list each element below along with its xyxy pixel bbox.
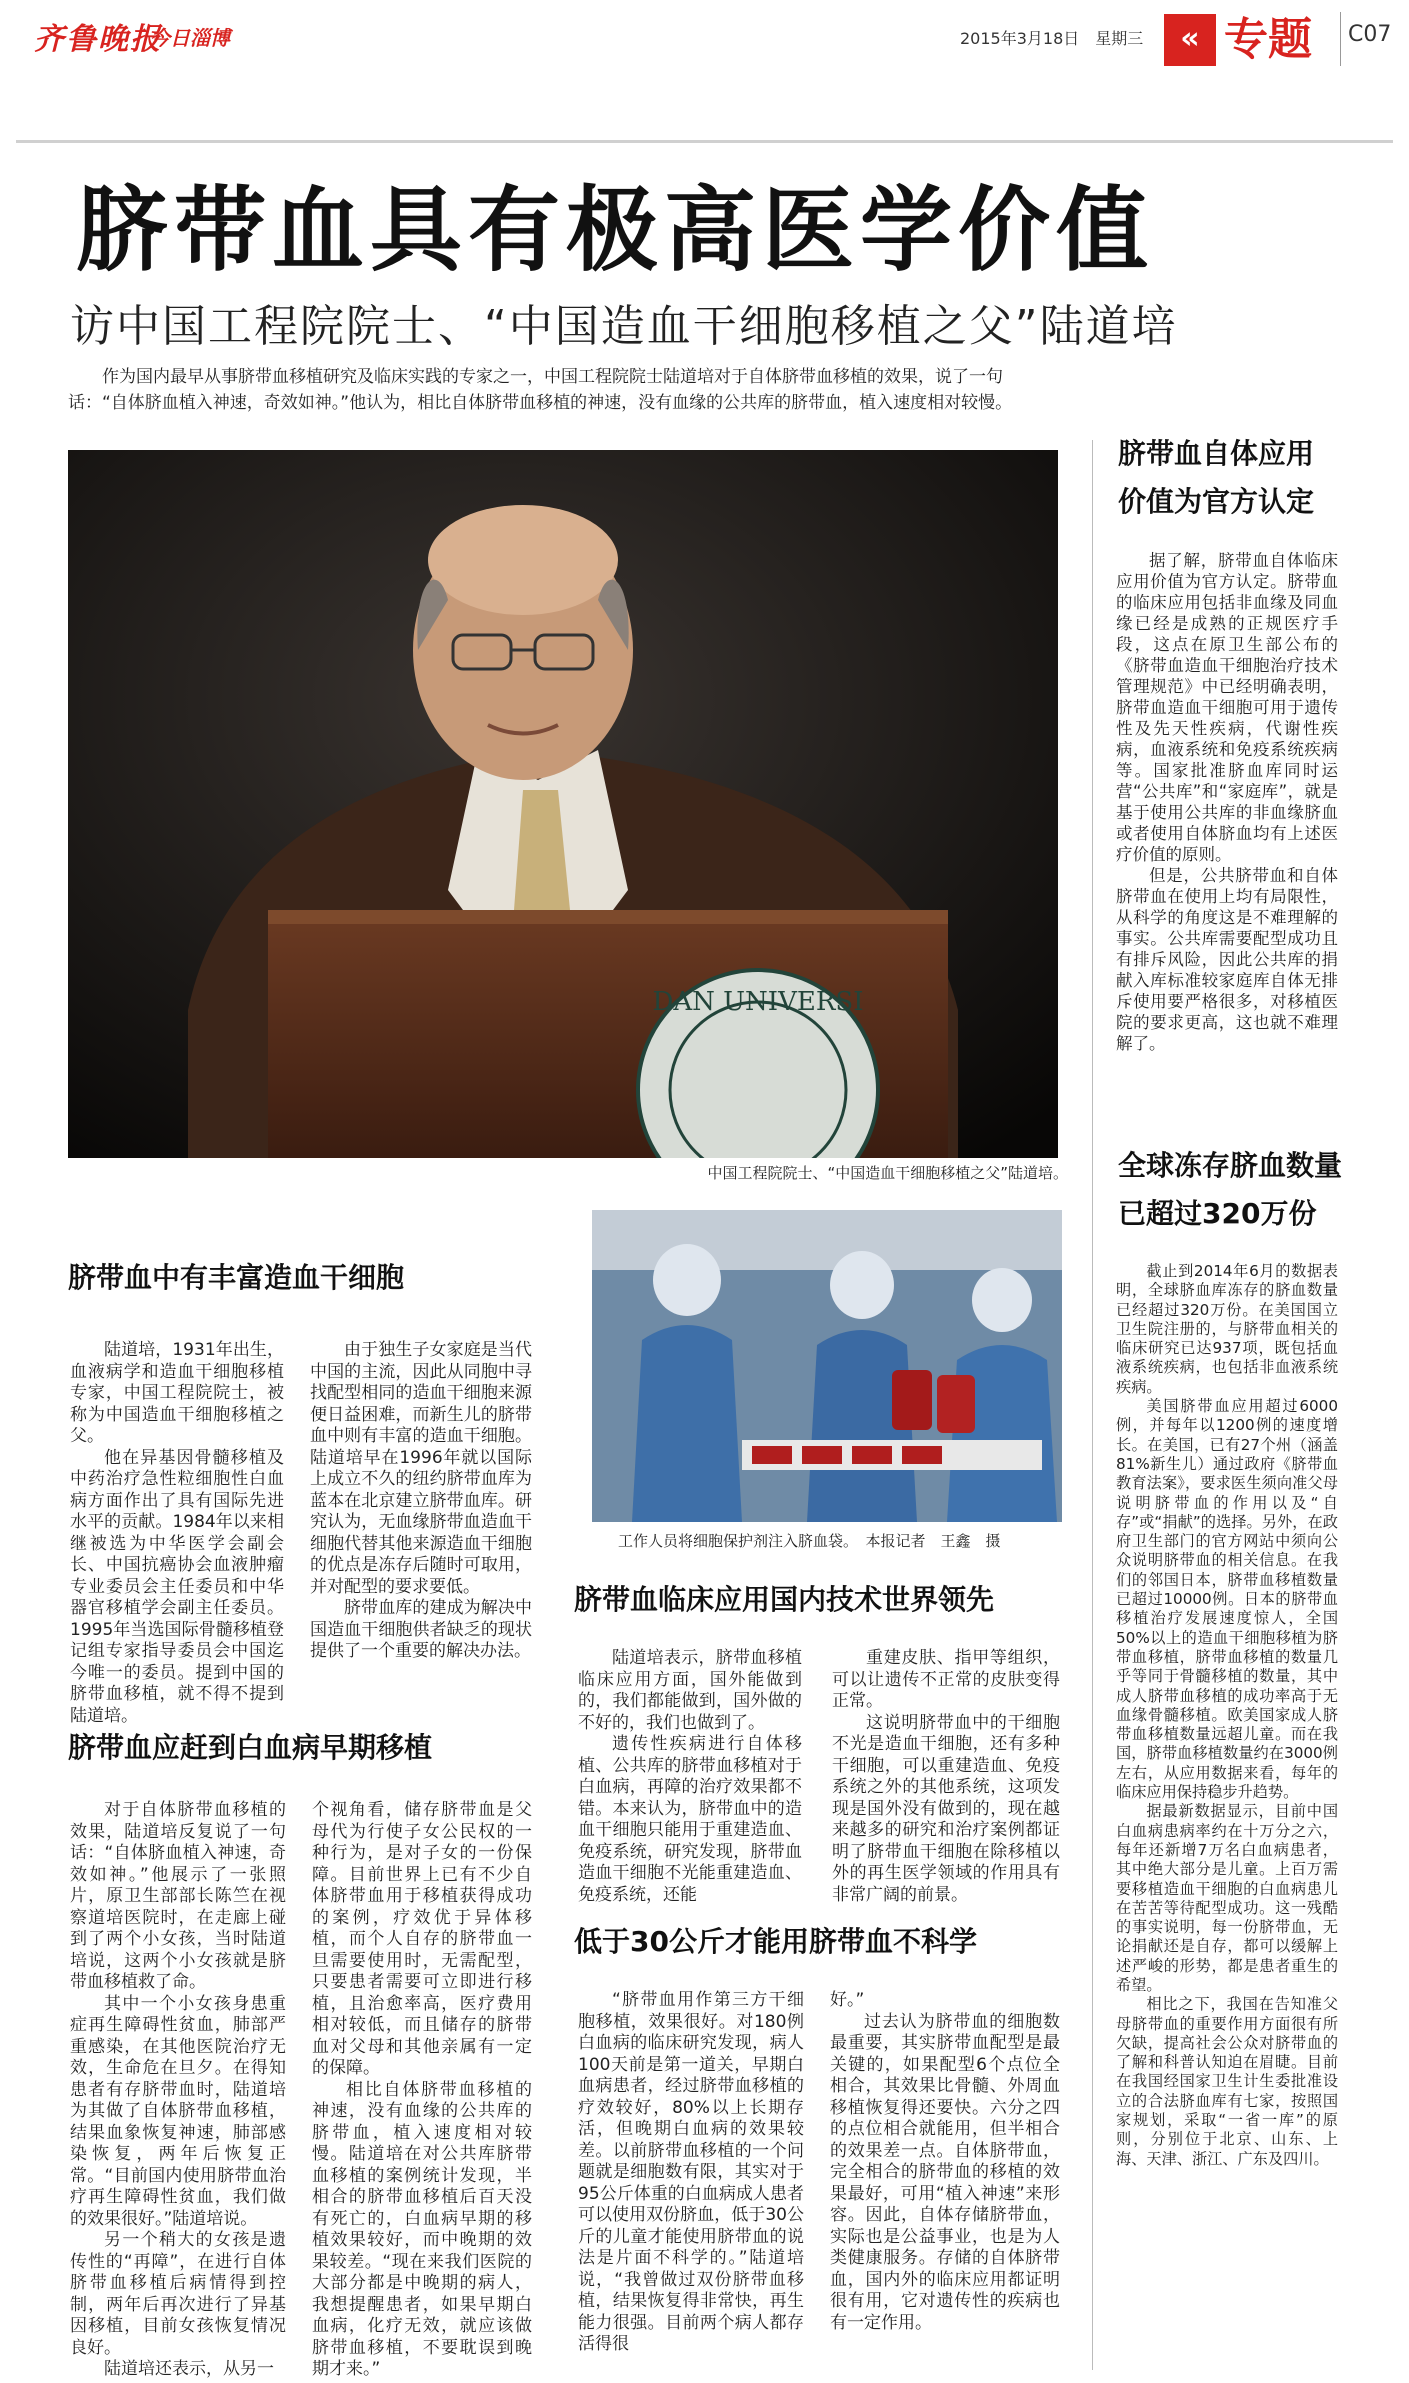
- section4-p3: 过去认为脐带血的细胞数最重要，其实脐带血配型是最关键的，如果配型6个点位全相合，其效果比骨髓、外周血移植恢复得还要快。六分之四的点位相合就能用，但半相合的效果差一点。自体脐带血，完全相合的脐带血的移植的效果最好，可用“植入神速”来形容。因此，自体存储脐带血，实际也是公益事业，也是为人类健康服务。存储的自体脐带血，国内外的临床应用都证明很有用，它对遗传性的疾病也有一定作用。: [830, 2011, 1060, 2333]
- podium-seal-text: DAN UNIVERSI: [652, 987, 864, 1017]
- sidebar2-title-line2: 已超过320万份: [1118, 1197, 1317, 1230]
- sidebar1-p2: 但是，公共脐带血和自体脐带血在使用上均有局限性，从科学的角度这是不难理解的事实。公共库需要配型成功且有排斥风险，因此公共库的捐献入库标准较家庭库自体无排斥使用要严格很多，对移植医院的要求更高，这也就不难理解了。: [1116, 866, 1338, 1053]
- sidebar2-p2: 美国脐带血应用超过6000例，并每年以1200例的速度增长。在美国，已有27个州（涵盖81%新生儿）通过政府《脐带血教育法案》，要求医生须向准父母说明脐带血的作用以及“自存”或“捐献”的选择。另外，在政府卫生部门的官方网站中须向公众说明脐带血的相关信息。在我们的邻国日本，脐带血移植数量已超过10000例。日本的脐带血移植治疗发展速度惊人，全国50%以上的造血干细胞移植为脐带血移植，脐带血移植的数量几乎等同于骨髓移植的数量，其中成人脐带血移植的成功率高于无血缘骨髓移植。欧美国家成人脐带血移植数量远超儿童。而在我国，脐带血移植数量约在3000例左右，从应用数据来看，每年的临床应用保持稳步升趋势。: [1116, 1397, 1338, 1802]
- section4-p2: 好。”: [830, 1990, 865, 2010]
- sidebar2-p1: 截止到2014年6月的数据表明，全球脐血库冻存的脐血数量已经超过320万份。在美国国立卫生院注册的，与脐带血相关的临床研究已达937项，既包括血液系统疾病，也包括非血液系统疾病。: [1116, 1262, 1338, 1396]
- section4-col2: [830, 1990, 1060, 2334]
- section1-title: 脐带血中有丰富造血干细胞: [68, 1261, 405, 1294]
- section3-p4: 这说明脐带血中的干细胞不光是造血干细胞，还有多种干细胞，可以重建造血、免疫系统之外的其他系统，这项发现是国外没有做到的，现在越来越多的研究和治疗案例都证明了脐带血干细胞在除移植以外的再生医学领域的作用具有非常广阔的前景。: [832, 1712, 1060, 1905]
- section2-title: 脐带血应赶到白血病早期移植: [68, 1731, 433, 1764]
- section2-p5: 个视角看，储存脐带血是父母代为行使子女公民权的一种行为，是对子女的一份保障。目前世界上已有不少自体脐带血用于移植获得成功的案例，疗效优于异体移植，而个人自存的脐带血一旦需要使用时，无需配型，只要患者需要可立即进行移植，且治愈率高，医疗费用相对较低，而且储存的脐带血对父母和其他亲属有一定的保障。: [312, 1800, 532, 2078]
- photo1-caption: 中国工程院院士、“中国造血干细胞移植之父”陆道培。: [707, 1164, 1068, 1182]
- sidebar1-title-line2: 价值为官方认定: [1118, 485, 1315, 518]
- section2-p1: 对于自体脐带血移植的效果，陆道培反复说了一句话：“自体脐血植入神速，奇效如神。”他展示了一张照片，原卫生部部长陈竺在视察道培医院时，在走廊上碰到了两个小女孩，当时陆道培说，这两个小女孩就是脐带血移植救了命。: [70, 1800, 286, 1992]
- column-divider: [1092, 440, 1093, 2370]
- newspaper-brand: 齐鲁晚报: [34, 22, 162, 57]
- section3-title: 脐带血临床应用国内技术世界领先: [574, 1583, 995, 1616]
- edition-name: 今日淄博: [150, 26, 230, 50]
- section2-col1: [70, 1800, 286, 2381]
- section3-p1: 陆道培表示，脐带血移植临床应用方面，国外能做到的，我们都能做到，国外做的不好的，我们也做到了。: [578, 1648, 802, 1733]
- masthead-divider: [1340, 12, 1341, 66]
- page-number: C07: [1348, 22, 1392, 47]
- chevron-left-icon: «: [1164, 14, 1216, 66]
- section-name: 专题: [1224, 14, 1312, 65]
- section2-p6: 相比自体脐带血移植的神速，没有血缘的公共库的脐带血，植入速度相对较慢。陆道培在对公共库脐带血移植的案例统计发现，半相合的脐带血移植后百天没有死亡的，白血病早期的移植效果较好，而中晚期的效果较差。“现在来我们医院的大部分都是中晚期的病人，我想提醒患者，如果早期白血病，化疗无效，就应该做脐带血移植，不要耽误到晚期才来。”: [312, 2079, 532, 2379]
- page-title: 脐带血具有极高医学价值: [76, 177, 1155, 284]
- photo2-caption: 工作人员将细胞保护剂注入脐血袋。 本报记者 王鑫 摄: [618, 1532, 1001, 1550]
- section2-p2: 其中一个小女孩身患重症再生障碍性贫血，肺部严重感染，在其他医院治疗无效，生命危在旦夕。在得知患者有存脐带血时，陆道培为其做了自体脐带血移植，结果血象恢复神速，肺部感染恢复，两年后恢复正常。“目前国内使用脐带血治疗再生障碍性贫血，我们做的效果很好。”陆道培说。: [70, 1993, 286, 2229]
- sidebar2-body: [1116, 1262, 1338, 2169]
- section4-title: 低于30公斤才能用脐带血不科学: [574, 1925, 977, 1958]
- sidebar2-title-line1: 全球冻存脐血数量: [1118, 1149, 1343, 1182]
- page-subtitle: 访中国工程院院士、“中国造血干细胞移植之父”陆道培: [70, 301, 1178, 352]
- section3-p2: 遗传性疾病进行自体移植、公共库的脐带血移植对于白血病，再障的治疗效果都不错。本来认为，脐带血中的造血干细胞只能用于重建造血、免疫系统，研究发现，脐带血造血干细胞不光能重建造血、免疫系统，还能: [578, 1734, 802, 1905]
- sidebar2-p3: 据最新数据显示，目前中国白血病患病率约在十万分之六，每年还新增7万名白血病患者，其中绝大部分是儿童。上百万需要移植造血干细胞的白血病患儿在苦苦等待配型成功。这一残酷的事实说明，每一份脐带血，无论捐献还是自存，都可以缓解上述严峻的形势，都是患者重生的希望。: [1116, 1802, 1338, 1994]
- section3-p3: 重建皮肤、指甲等组织，可以让遗传不正常的皮肤变得正常。: [832, 1648, 1060, 1711]
- section1-p2: 他在异基因骨髓移植及中药治疗急性粒细胞性白血病方面作出了具有国际先进水平的贡献。1984年以来相继被选为中华医学会副会长、中国抗癌协会血液肿瘤专业委员会主任委员和中华器官移植学会副主任委员。1995年当选国际骨髓移植登记组专家指导委员会中国迄今唯一的委员。提到中国的脐带血移植，就不得不提到陆道培。: [70, 1447, 284, 1726]
- intro-paragraph: 作为国内最早从事脐带血移植研究及临床实践的专家之一，中国工程院院士陆道培对于自体脐带血移植的效果，说了一句话：“自体脐血植入神速，奇效如神。”他认为，相比自体脐带血移植的神速，没有血缘的公共库的脐带血，植入速度相对较慢。: [68, 367, 1013, 413]
- section3-col2: [832, 1648, 1060, 1906]
- sidebar1-body: [1116, 550, 1338, 1054]
- section1-p1: 陆道培，1931年出生，血液病学和造血干细胞移植专家，中国工程院院士，被称为中国造血干细胞移植之父。: [70, 1340, 284, 1446]
- issue-date: 2015年3月18日 星期三: [960, 29, 1144, 48]
- section1-col1: [70, 1340, 284, 1727]
- lab-photo: [592, 1210, 1062, 1522]
- sidebar2-p4: 相比之下，我国在告知准父母脐带血的重要作用方面很有所欠缺，提高社会公众对脐带血的了解和科普认知迫在眉睫。目前在我国经国家卫生计生委批准设立的合法脐血库有七家，按照国家规划，采取“一省一库”的原则，分别位于北京、山东、上海、天津、浙江、广东及四川。: [1116, 1995, 1338, 2168]
- section2-p3: 另一个稍大的女孩是遗传性的“再障”，在进行自体脐带血移植后病情得到控制，两年后再次进行了异基因移植，目前女孩恢复情况良好。: [70, 2230, 286, 2358]
- portrait-photo: [68, 450, 1058, 1158]
- section1-col2: [310, 1340, 532, 1663]
- sidebar1-title-line1: 脐带血自体应用: [1118, 437, 1315, 470]
- section2-p4: 陆道培还表示，从另一: [104, 2359, 274, 2379]
- section4-col1: [578, 1990, 804, 2356]
- section3-col1: [578, 1648, 802, 1906]
- section2-col2: [312, 1800, 532, 2381]
- masthead-rule: [16, 140, 1393, 143]
- sidebar1-p1: 据了解，脐带血自体临床应用价值为官方认定。脐带血的临床应用包括非血缘及同血缘已经是成熟的正规医疗手段，这点在原卫生部公布的《脐带血造血干细胞治疗技术管理规范》中已经明确表明，脐带血造血干细胞可用于遗传性及先天性疾病，代谢性疾病，血液系统和免疫系统疾病等。国家批准脐血库同时运营“公共库”和“家庭库”，就是基于使用公共库的非血缘脐血或者使用自体脐血均有上述医疗价值的原则。: [1116, 551, 1338, 864]
- section1-p3: 由于独生子女家庭是当代中国的主流，因此从同胞中寻找配型相同的造血干细胞来源便日益困难，而新生儿的脐带血中则有丰富的造血干细胞。陆道培早在1996年就以国际上成立不久的纽约脐带血库为蓝本在北京建立脐带血库。研究认为，无血缘脐带血造血干细胞代替其他来源造血干细胞的优点是冻存后随时可取用，并对配型的要求要低。: [310, 1340, 532, 1597]
- section4-p1: “脐带血用作第三方干细胞移植，效果很好。对180例白血病的临床研究发现，病人100天前是第一道关，早期白血病患者，经过脐带血移植的疗效较好，80%以上长期存活，但晚期白血病的效果较差。以前脐带血移植的一个问题就是细胞数有限，其实对于95公斤体重的白血病成人患者可以使用双份脐血，低于30公斤的儿童才能使用脐带血的说法是片面不科学的。”陆道培说，“我曾做过双份脐带血移植，结果恢复得非常快，再生能力很强。目前两个病人都存活得很: [578, 1990, 804, 2354]
- section1-p4: 脐带血库的建成为解决中国造血干细胞供者缺乏的现状提供了一个重要的解决办法。: [310, 1598, 532, 1661]
